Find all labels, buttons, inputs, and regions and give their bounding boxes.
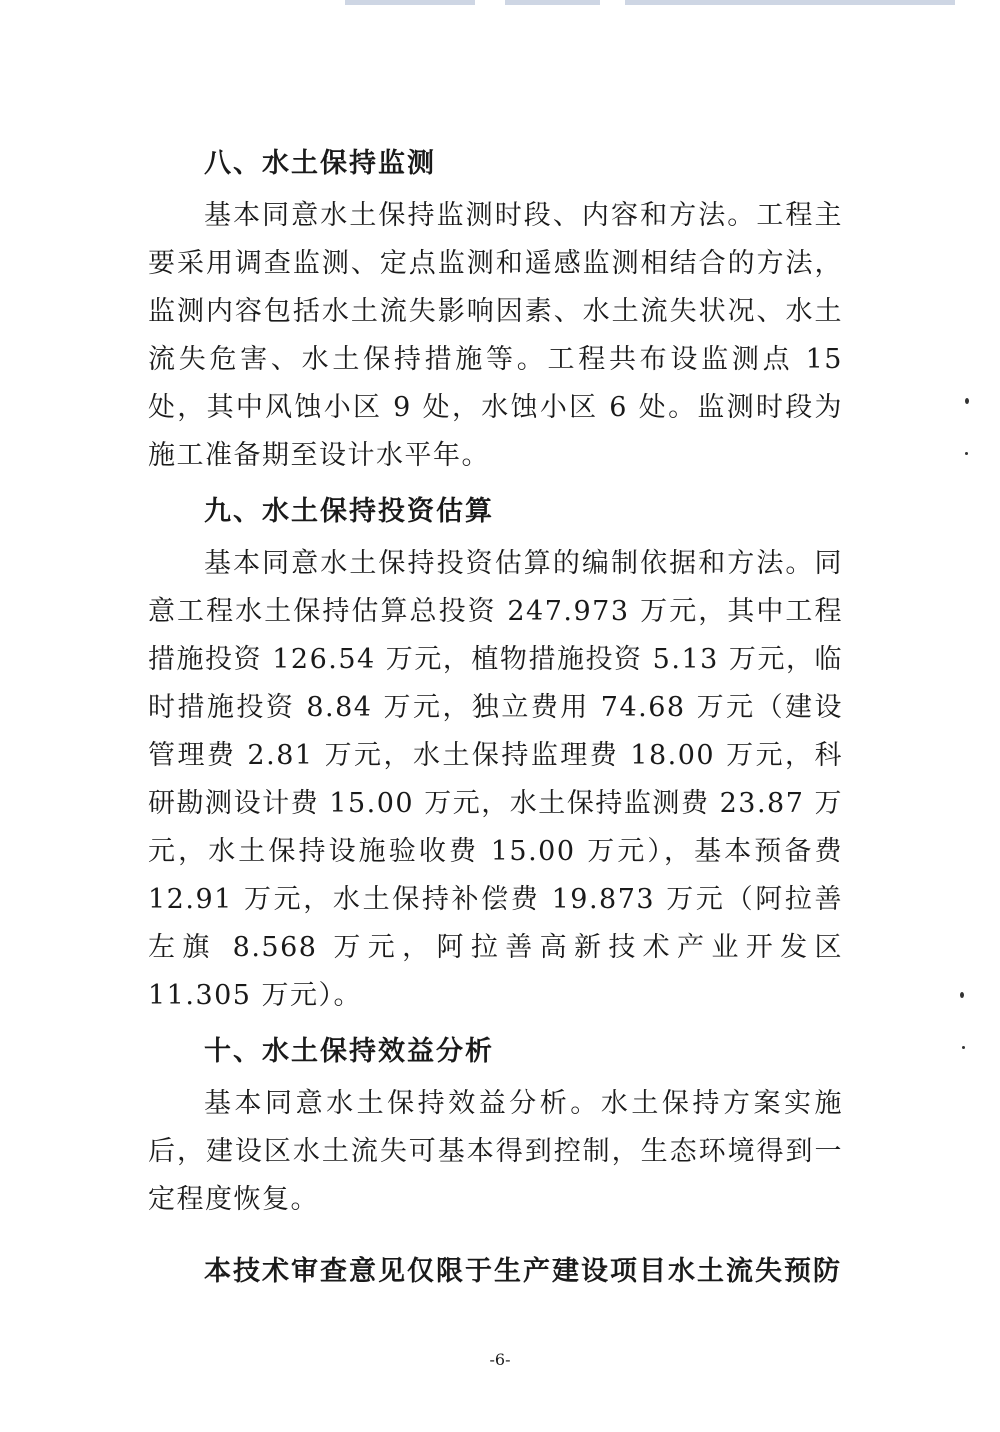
scan-speck [965,452,968,455]
scan-speck [960,992,964,998]
section-body-investment: 基本同意水土保持投资估算的编制依据和方法。同意工程水土保持估算总投资 247.973 万元，其中工程措施投资 126.54 万元，植物措施投资 5.13 万元，临时措施投资 8.84 万元，独立费用 74.68 万元（建设管理费 2.81 万元，水土保持监理费 18.00 万元，科研勘测设计费 15.00 万元，水土保持监测费 23.87 万元，水土保持设施验收费 15.00 万元），基本预备费 12.91 万元，水土保持补偿费 19.873 万元（阿拉善左旗 8.568 万元，阿拉善高新技术产业开发区 11.305 万元）。 [148,548,843,1011]
document-page [148,140,843,1296]
scan-speck [962,1046,965,1049]
section-body-benefit: 基本同意水土保持效益分析。水土保持方案实施后，建设区水土流失可基本得到控制，生态环境得到一定程度恢复。 [148,1088,843,1215]
scan-edge-mark [625,0,955,5]
scan-edge-mark [345,0,475,5]
scan-edge-mark [505,0,600,5]
section-body-monitoring: 基本同意水土保持监测时段、内容和方法。工程主要采用调查监测、定点监测和遥感监测相结合的方法，监测内容包括水土流失影响因素、水土流失状况、水土流失危害、水土保持措施等。工程共布设监测点 15 处，其中风蚀小区 9 处，水蚀小区 6 处。监测时段为施工准备期至设计水平年。 [148,200,843,471]
section-heading-investment: 九、水土保持投资估算 [204,496,494,527]
section-heading-benefit: 十、水土保持效益分析 [204,1036,494,1067]
page-number: -6- [489,1350,511,1369]
closing-statement: 本技术审查意见仅限于生产建设项目水土流失预防 [204,1256,842,1287]
section-heading-monitoring: 八、水土保持监测 [204,148,436,179]
scan-speck [965,398,969,404]
